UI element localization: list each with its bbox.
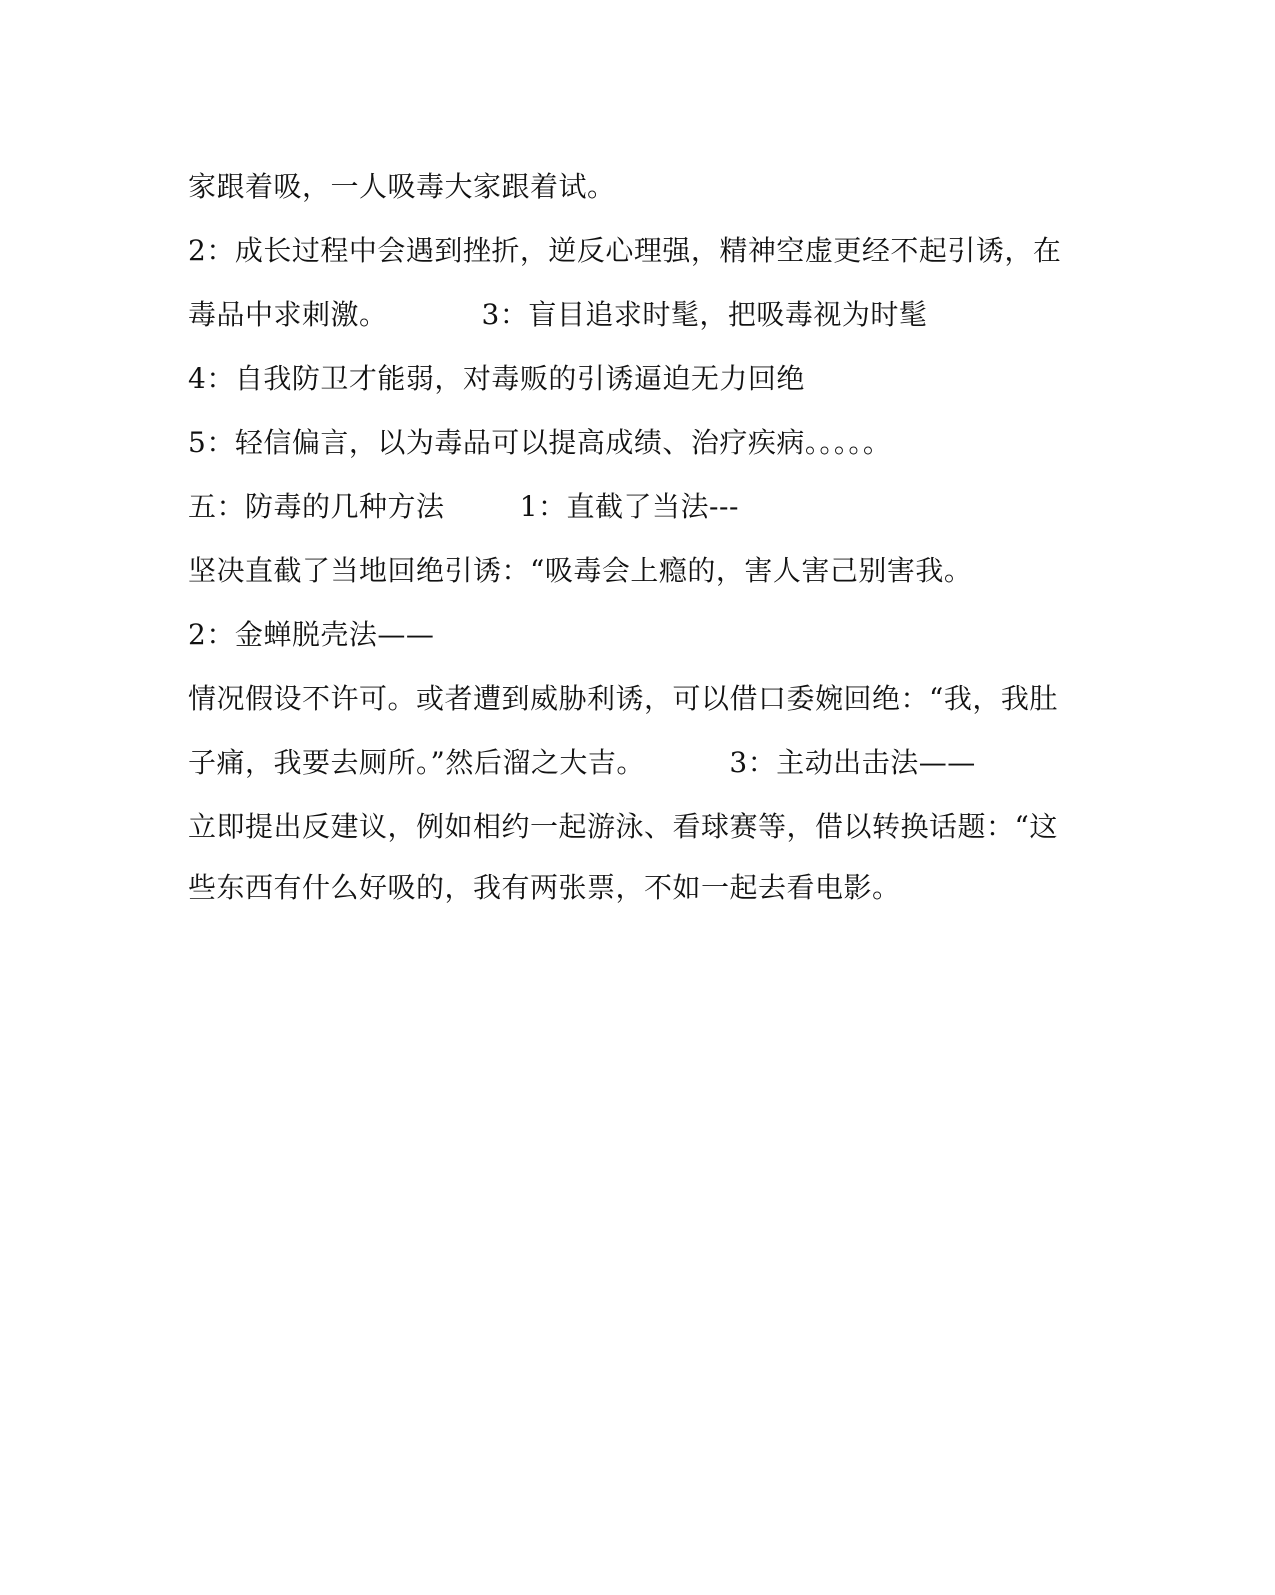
text-line: 毒品中求刺激。 3：盲目追求时髦，把吸毒视为时髦: [188, 298, 928, 331]
text-line: 4：自我防卫才能弱，对毒贩的引诱逼迫无力回绝: [188, 362, 805, 395]
text-line: 2：金蝉脱壳法——: [188, 618, 435, 651]
text-line: 些东西有什么好吸的，我有两张票，不如一起去看电影。: [188, 871, 901, 904]
body-text: [188, 160, 1088, 925]
text-line: 家跟着吸，一人吸毒大家跟着试。: [188, 170, 616, 203]
text-line: 立即提出反建议，例如相约一起游泳、看球赛等，借以转换话题：“这: [188, 810, 1058, 843]
text-line: 子痛，我要去厕所。”然后溜之大吉。 3：主动出击法——: [188, 746, 976, 779]
text-line: 5：轻信偏言，以为毒品可以提高成绩、治疗疾病。。。。。: [188, 426, 892, 459]
text-line: 坚决直截了当地回绝引诱：“吸毒会上瘾的，害人害己别害我。: [188, 554, 973, 587]
text-line: 2：成长过程中会遇到挫折，逆反心理强，精神空虚更经不起引诱，在: [188, 234, 1062, 267]
text-line: 五：防毒的几种方法 1：直截了当法---: [188, 490, 739, 523]
text-line: 情况假设不许可。或者遭到威胁利诱，可以借口委婉回绝：“我，我肚: [188, 682, 1058, 715]
